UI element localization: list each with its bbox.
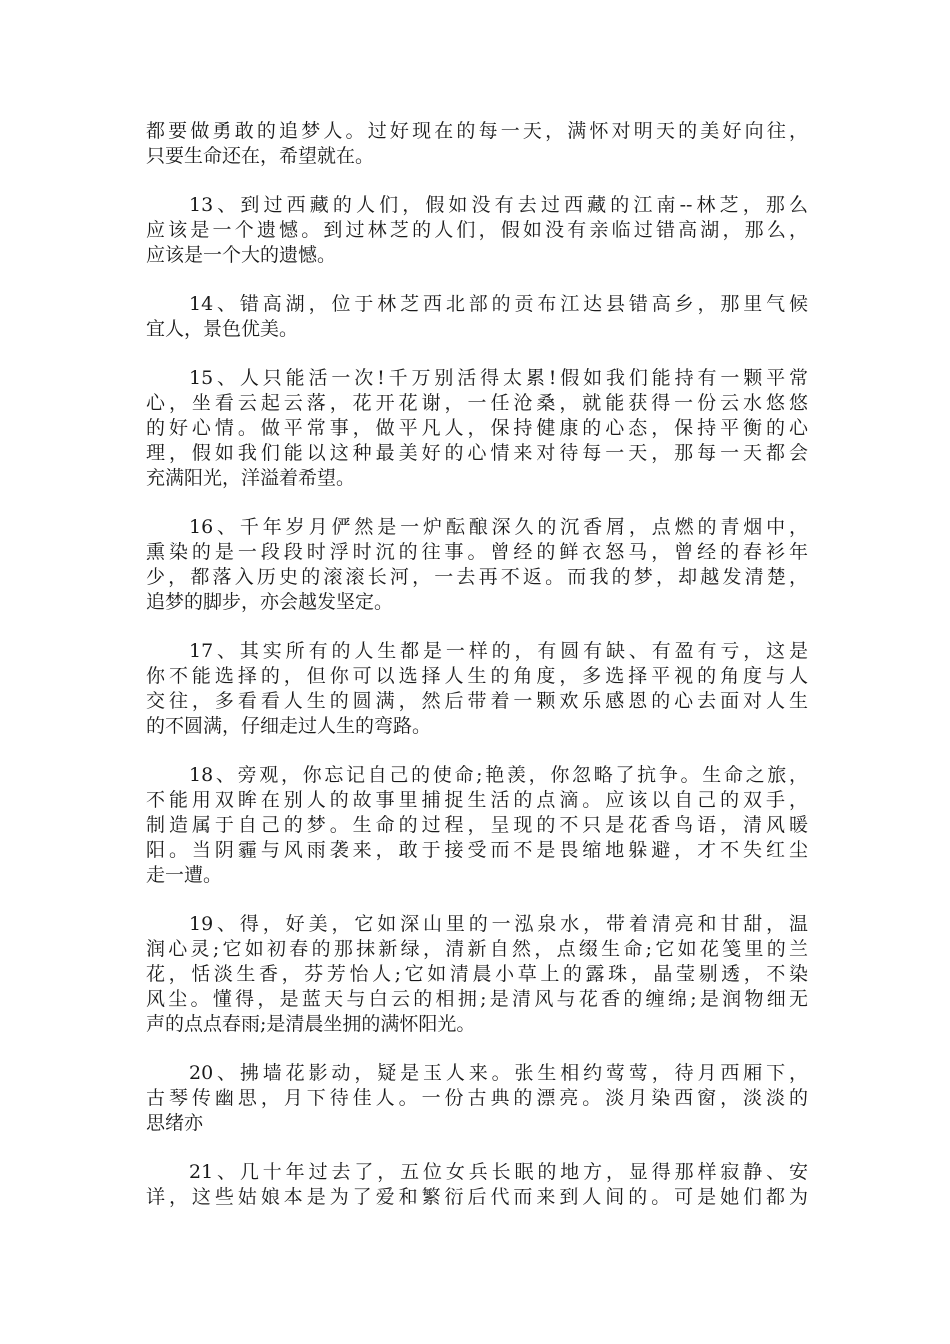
paragraph-line: 19、得，好美，它如深山里的一泓泉水，带着清亮和甘甜，温 [189, 913, 808, 935]
paragraph [146, 912, 808, 1037]
paragraph-line: 声的点点春雨;是清晨坐拥的满怀阳光。 [146, 1013, 476, 1035]
paragraph-line: 润心灵;它如初春的那抹新绿，清新自然，点缀生命;它如花笺里的兰 [146, 938, 808, 960]
paragraph-line: 宜人，景色优美。 [146, 318, 299, 340]
paragraph-line: 的不圆满，仔细走过人生的弯路。 [146, 715, 432, 737]
paragraph-line: 交往，多看看人生的圆满，然后带着一颗欢乐感恩的心去面对人生 [146, 690, 808, 712]
paragraph-line: 不能用双眸在别人的故事里捕捉生活的点滴。应该以自己的双手， [146, 789, 808, 811]
paragraph [146, 515, 808, 615]
paragraph-line: 21、几十年过去了，五位女兵长眠的地方，显得那样寂静、安 [189, 1161, 808, 1183]
paragraph-line: 理，假如我们能以这种最美好的心情来对待每一天，那每一天都会 [146, 442, 808, 464]
paragraph-line: 18、旁观，你忘记自己的使命;艳羡，你忽略了抗争。生命之旅， [189, 764, 808, 786]
paragraph-line: 应该是一个大的遗憾。 [146, 244, 337, 266]
paragraph [146, 366, 808, 491]
paragraph-line: 熏染的是一段段时浮时沉的往事。曾经的鲜衣怒马，曾经的春衫年 [146, 541, 808, 563]
paragraph-line: 20、拂墙花影动，疑是玉人来。张生相约莺莺，待月西厢下， [189, 1062, 808, 1084]
paragraph [146, 1061, 808, 1136]
paragraph [146, 1160, 808, 1210]
paragraph-line: 你不能选择的，但你可以选择人生的角度，多选择平视的角度与人 [146, 665, 808, 687]
paragraph-line: 详，这些姑娘本是为了爱和繁衍后代而来到人间的。可是她们都为 [146, 1186, 808, 1208]
paragraph [146, 119, 808, 169]
paragraph-line: 风尘。懂得，是蓝天与白云的相拥;是清风与花香的缠绵;是润物细无 [146, 988, 808, 1010]
paragraph-line: 走一遭。 [146, 864, 223, 886]
paragraph-line: 15、人只能活一次!千万别活得太累!假如我们能持有一颗平常 [189, 367, 808, 389]
paragraph-line: 阳。当阴霾与风雨袭来，敢于接受而不是畏缩地躲避，才不失红尘 [146, 839, 808, 861]
paragraph-line: 16、千年岁月俨然是一炉酝酿深久的沉香屑，点燃的青烟中， [189, 516, 808, 538]
paragraph [146, 763, 808, 888]
document-body [146, 119, 808, 1234]
paragraph [146, 292, 808, 342]
paragraph-line: 只要生命还在，希望就在。 [146, 145, 375, 167]
paragraph-line: 思绪亦 [146, 1112, 204, 1134]
paragraph-line: 古琴传幽思，月下待佳人。一份古典的漂亮。淡月染西窗，淡淡的 [146, 1087, 808, 1109]
paragraph [146, 193, 808, 268]
paragraph-line: 充满阳光，洋溢着希望。 [146, 467, 356, 489]
paragraph-line: 的好心情。做平常事，做平凡人，保持健康的心态，保持平衡的心 [146, 417, 808, 439]
paragraph-line: 花，恬淡生香，芬芳怡人;它如清晨小草上的露珠，晶莹剔透，不染 [146, 963, 808, 985]
paragraph-line: 14、错高湖，位于林芝西北部的贡布江达县错高乡，那里气候 [189, 293, 808, 315]
paragraph-line: 制造属于自己的梦。生命的过程，呈现的不只是花香鸟语，清风暖 [146, 814, 808, 836]
paragraph-line: 17、其实所有的人生都是一样的，有圆有缺、有盈有亏，这是 [189, 640, 808, 662]
paragraph-line: 13、到过西藏的人们，假如没有去过西藏的江南--林芝，那么 [189, 194, 808, 216]
paragraph-line: 少，都落入历史的滚滚长河，一去再不返。而我的梦，却越发清楚， [146, 566, 808, 588]
paragraph-line: 心，坐看云起云落，花开花谢，一任沧桑，就能获得一份云水悠悠 [146, 392, 808, 414]
paragraph-line: 都要做勇敢的追梦人。过好现在的每一天，满怀对明天的美好向往， [146, 120, 808, 142]
paragraph-line: 应该是一个遗憾。到过林芝的人们，假如没有亲临过错高湖，那么， [146, 219, 808, 241]
paragraph-line: 追梦的脚步，亦会越发坚定。 [146, 591, 394, 613]
paragraph [146, 639, 808, 739]
